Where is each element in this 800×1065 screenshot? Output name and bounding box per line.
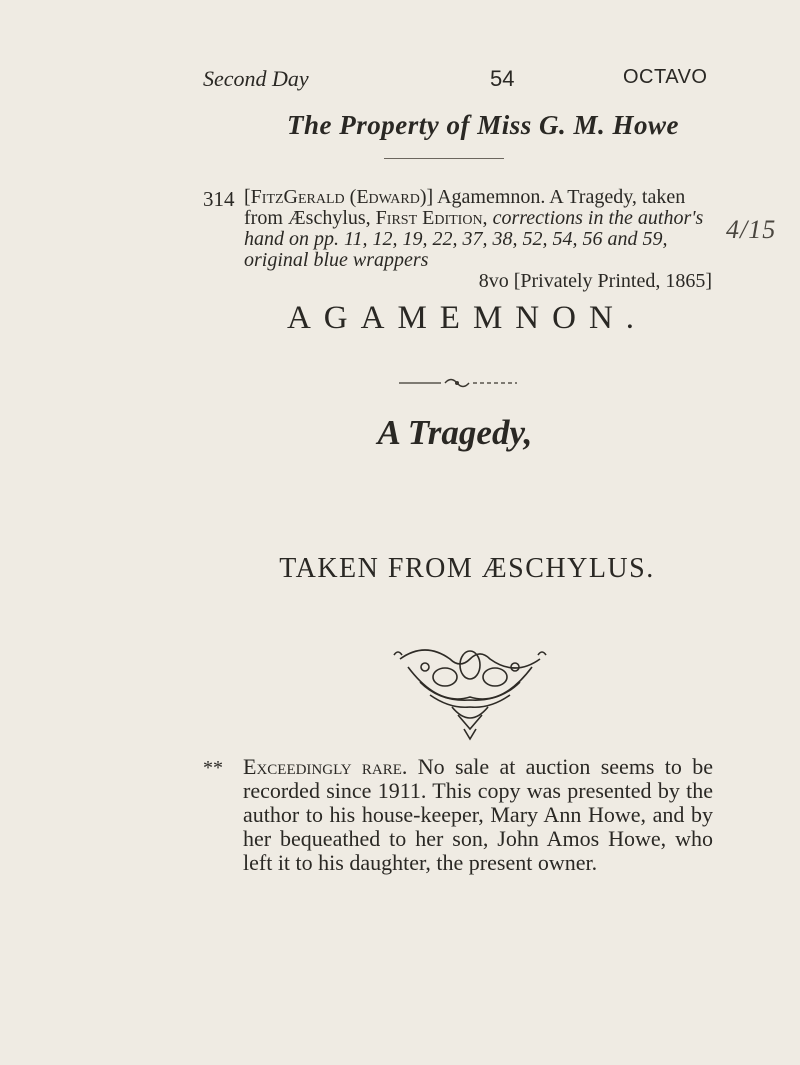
handwritten-price: 4/15: [726, 215, 777, 244]
page-number: 54: [490, 66, 515, 91]
heading-rule: [384, 158, 504, 159]
running-header-format: OCTAVO: [623, 66, 708, 88]
note-lead: Exceedingly rare.: [243, 754, 408, 779]
note-text: No sale at auction seems to be recorded since 1911. This copy was presented by the author to his house-keeper, Mary Ann Howe, and by her bequeathed to her son, John Amos Howe, who left it to his daughter, the present owner.: [243, 754, 713, 875]
lot-description: [244, 187, 712, 292]
note-asterism: **: [203, 757, 223, 779]
lot-format-line: 8vo [Privately Printed, 1865]: [478, 270, 712, 292]
lot-author: [FitzGerald (Edward)]: [244, 186, 434, 208]
lot-title: Agamemnon. A Tragedy, taken from Æschylus,: [244, 186, 686, 229]
title-page-title: AGAMEMNON.: [286, 300, 648, 336]
lot-number: 314: [203, 187, 235, 211]
catalogue-note: [243, 755, 713, 875]
lot-corrections: corrections in the author's hand on pp. 11, 12, 19, 22, 37, 38, 52, 54, 56 and 59, original blue wrappers: [244, 207, 704, 271]
title-page-source: TAKEN FROM ÆSCHYLUS.: [279, 553, 655, 584]
running-header-day: Second Day: [203, 66, 309, 91]
lot-edition: First Edition,: [375, 207, 488, 229]
title-page-subtitle: A Tragedy,: [377, 413, 533, 452]
title-page-dash-ornament: [393, 375, 523, 391]
ownership-heading: The Property of Miss G. M. Howe: [287, 110, 679, 140]
printers-ornament: [390, 637, 550, 747]
